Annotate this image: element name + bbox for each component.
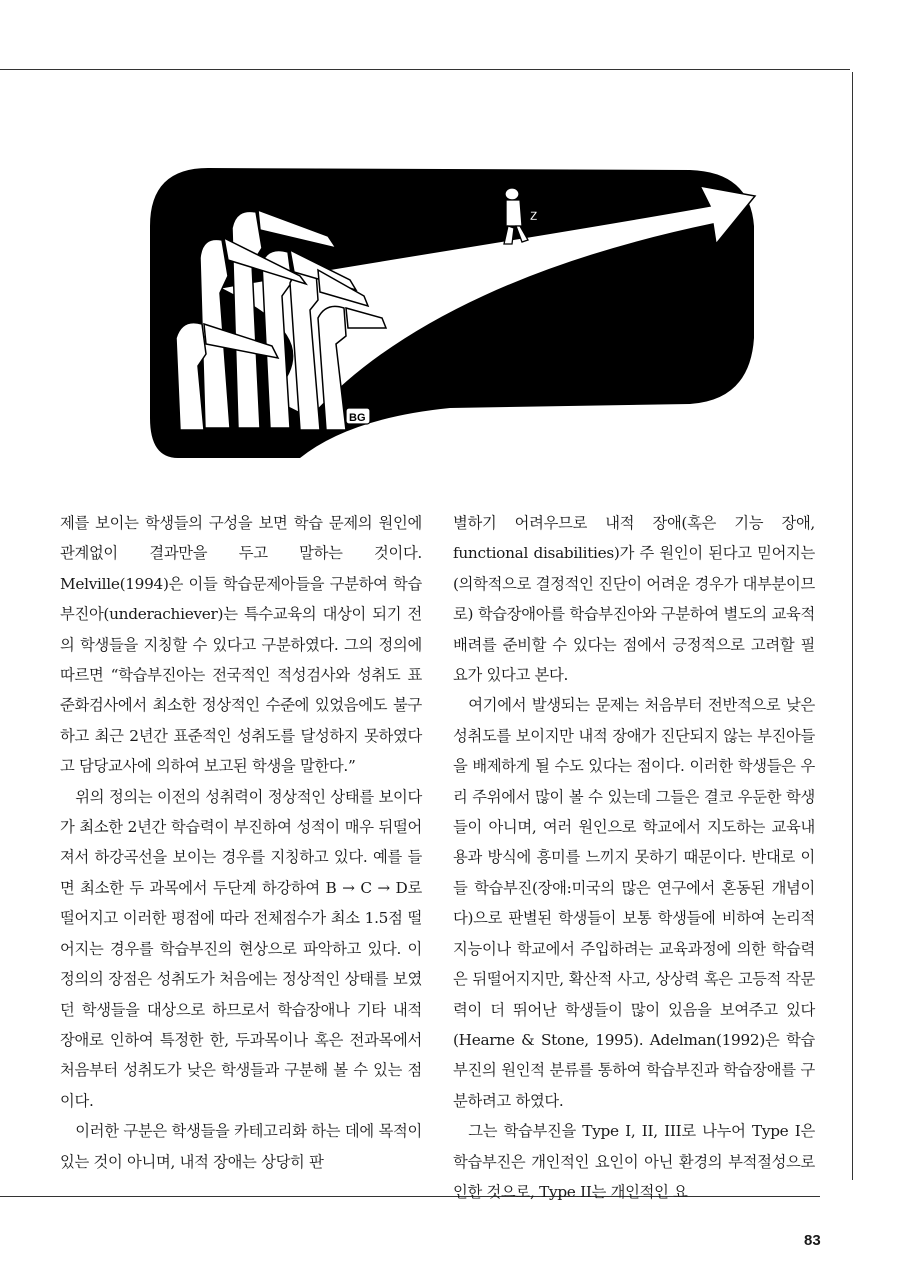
left-paragraph-1: 제를 보이는 학생들의 구성을 보면 학습 문제의 원인에 관계없이 결과만을 두고 말하는 것이다. Melville(1994)은 이들 학습문제아들을 구분하여 학습부진아(underachiever)는 특수교육의 대상이 되기 전의 학생들을 지칭할 수 있다고 구분하였다. 그의 정의에 따르면 “학습부진아는 전국적인 적성검사와 성취도 표준화검사에서 최소한 정상적인 수준에 있었음에도 불구하고 최근 2년간 표준적인 성취도를 달성하지 못하였다고 담당교사에 의하여 보고된 학생을 말한다.” (60, 514, 422, 776)
page-number: 83 (804, 1232, 821, 1249)
left-column (60, 508, 422, 1177)
right-paragraph-3: 그는 학습부진을 Type I, II, III로 나누어 Type I은 학습부진은 개인적인 요인이 아닌 환경의 부적절성으로 인한 것으로, Type II는 개인적인 요 (453, 1122, 815, 1201)
right-paragraph-1: 별하기 어려우므로 내적 장애(혹은 기능 장애, functional disabilities)가 주 원인이 된다고 믿어지는(의학적으로 결정적인 진단이 어려운 경우가 대부분이므로) 학습장애아를 학습부진아와 구분하여 별도의 교육적 배려를 준비할 수 있다는 점에서 긍정적으로 고려할 필요가 있다고 본다. (453, 514, 815, 685)
right-paragraph-2: 여기에서 발생되는 문제는 처음부터 전반적으로 낮은 성취도를 보이지만 내적 장애가 진단되지 않는 부진아들을 배제하게 될 수도 있다는 점이다. 이러한 학생들은 우리 주위에서 많이 볼 수 있는데 그들은 결코 우둔한 학생들이 아니며, 여러 원인으로 학교에서 지도하는 교육내용과 방식에 흥미를 느끼지 못하기 때문이다. 반대로 이들 학습부진(장애:미국의 많은 연구에서 혼동된 개념이다)으로 판별된 학생들이 보통 학생들에 비하여 논리적 지능이나 학교에서 주입하려는 교육과정에 의한 학습력은 뒤떨어지지만, 확산적 사고, 상상력 혹은 고등적 작문력이 더 뛰어난 학생들이 많이 있음을 보여주고 있다(Hearne & Stone, 1995). Adelman(1992)은 학습부진의 원인적 분류를 통하여 학습부진과 학습장애를 구분하려고 하였다. (453, 696, 815, 1110)
right-column (453, 508, 815, 1207)
left-paragraph-2: 위의 정의는 이전의 성취력이 정상적인 상태를 보이다가 최소한 2년간 학습력이 부진하여 성적이 매우 뒤떨어져서 하강곡선을 보이는 경우를 지칭하고 있다. 예를 들면 최소한 두 과목에서 두단계 하강하여 B → C → D로 떨어지고 이러한 평점에 따라 전체점수가 최소 1.5점 떨어지는 경우를 학습부진의 현상으로 파악하고 있다. 이 정의의 장점은 성취도가 처음에는 정상적인 상태를 보였던 학생들을 대상으로 하므로서 학습장애나 기타 내적 장애로 인하여 특정한 한, 두과목이나 혹은 전과목에서 처음부터 성취도가 낮은 학생들과 구분해 볼 수 있는 점이다. (60, 787, 422, 1110)
left-paragraph-3: 이러한 구분은 학생들을 카테고리화 하는 데에 목적이 있는 것이 아니며, 내적 장애는 상당히 판 (60, 1122, 422, 1171)
snore-mark: Z (530, 209, 538, 223)
top-rule (0, 69, 850, 70)
artist-signature: BG (349, 412, 366, 424)
arrow-illustration (150, 168, 760, 458)
right-rule (852, 72, 853, 1180)
